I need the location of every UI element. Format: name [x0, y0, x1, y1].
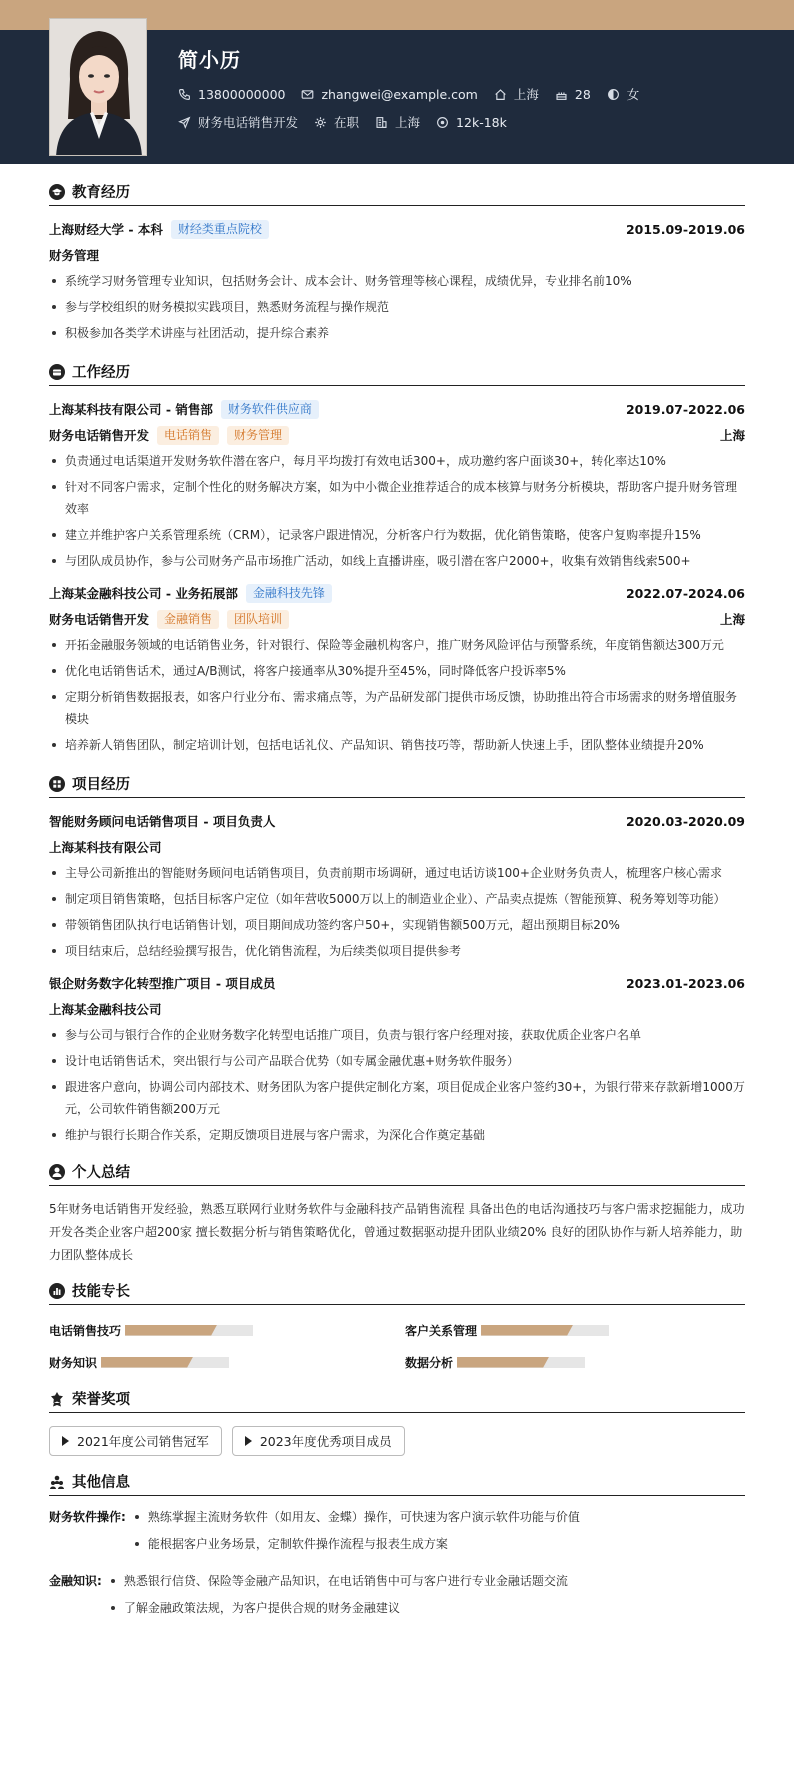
skill-tag: 金融销售	[157, 610, 219, 629]
entry-subheader	[49, 422, 745, 448]
avatar	[49, 18, 147, 156]
list-item: 跟进客户意向，协调公司内部技术、财务团队为客户提供定制化方案，项目促成企业客户签约30+，为银行带来存款新增1000万元，公司软件销售额200万元	[49, 1076, 745, 1120]
section-title: 教育经历	[72, 185, 130, 201]
list-item: 能根据客户业务场景，定制软件操作流程与报表生成方案	[132, 1533, 580, 1555]
award-chip	[232, 1426, 405, 1456]
graduation-cap-icon	[49, 184, 65, 200]
list-item: 熟练掌握主流财务软件（如用友、金蝶）操作，可快速为客户演示软件功能与价值	[132, 1506, 580, 1528]
phone-icon	[178, 88, 191, 101]
entry-date: 2015.09-2019.06	[625, 221, 745, 237]
skill-tag: 财务管理	[227, 426, 289, 445]
list-item: 维护与银行长期合作关系，定期反馈项目进展与客户需求，为深化合作奠定基础	[49, 1124, 745, 1146]
section-title: 荣誉奖项	[72, 1392, 130, 1408]
job-role: 财务电话销售开发	[49, 612, 150, 627]
home-icon	[494, 88, 507, 101]
list-item: 培养新人销售团队，制定培训计划，包括电话礼仪、产品知识、销售技巧等，帮助新人快速上手，团队整体业绩提升20%	[49, 734, 745, 756]
section-header	[49, 1468, 745, 1496]
list-item: 积极参加各类学术讲座与社团活动，提升综合素养	[49, 322, 745, 344]
people-icon	[49, 1474, 65, 1490]
skill-name: 客户关系管理	[405, 1323, 478, 1338]
target-city-item	[375, 113, 420, 131]
skill-bar	[457, 1357, 585, 1368]
entry-subheader	[49, 606, 745, 632]
candidate-name: 简小历	[178, 48, 241, 72]
skill-tag: 团队培训	[227, 610, 289, 629]
contact-row	[178, 85, 655, 103]
project-name: 智能财务顾问电话销售项目 - 项目负责人	[49, 814, 276, 829]
skill-item	[405, 1319, 761, 1341]
entry-header	[49, 970, 745, 996]
target-job-item	[178, 113, 298, 131]
other-row	[49, 1570, 745, 1624]
send-icon	[178, 116, 191, 129]
mail-icon	[301, 88, 314, 101]
trophy-icon	[49, 1391, 65, 1407]
entry-date: 2019.07-2022.06	[625, 401, 745, 417]
project-name: 银企财务数字化转型推广项目 - 项目成员	[49, 976, 276, 991]
gender-item	[607, 85, 640, 103]
major: 财务管理	[49, 248, 100, 263]
grid-icon	[49, 776, 65, 792]
entry-date: 2020.03-2020.09	[625, 813, 745, 829]
list-item: 了解金融政策法规，为客户提供合规的财务金融建议	[108, 1597, 568, 1619]
list-item: 参与公司与银行合作的企业财务数字化转型电话推广项目，负责与银行客户经理对接，获取优质企业客户名单	[49, 1024, 745, 1046]
bullet-list	[49, 450, 745, 572]
skill-bar	[481, 1325, 609, 1336]
bullet-list	[49, 1024, 745, 1146]
list-item: 建立并维护客户关系管理系统（CRM），记录客户跟进情况，分析客户行为数据，优化销售策略，使客户复购率提升15%	[49, 524, 745, 546]
list-item: 定期分析销售数据报表，如客户行业分布、需求痛点等，为产品研发部门提供市场反馈，协助推出符合市场需求的财务增值服务模块	[49, 686, 745, 730]
list-item: 带领销售团队执行电话销售计划，项目期间成功签约客户50+，实现销售额500万元，超出预期目标20%	[49, 914, 745, 936]
entry-header	[49, 396, 745, 422]
resume-body	[0, 178, 794, 1624]
skill-bar	[125, 1325, 253, 1336]
building-icon	[375, 116, 388, 129]
project-entry	[49, 808, 745, 962]
salary-item	[436, 115, 507, 130]
gender-text: 女	[626, 87, 640, 102]
target-job-text: 财务电话销售开发	[198, 115, 299, 130]
other-section	[49, 1468, 745, 1624]
salary-text: 12k-18k	[456, 114, 507, 130]
section-title: 其他信息	[72, 1475, 130, 1491]
list-item: 熟悉银行信贷、保险等金融产品知识，在电话销售中可与客户进行专业金融话题交流	[108, 1570, 568, 1592]
company-tag: 财务软件供应商	[221, 400, 319, 419]
skills-section	[49, 1277, 745, 1373]
entry-subheader	[49, 242, 745, 268]
play-icon	[62, 1436, 69, 1446]
target-city-text: 上海	[395, 115, 421, 130]
project-entry	[49, 970, 745, 1146]
bullet-list	[49, 634, 745, 756]
list-item: 系统学习财务管理专业知识，包括财务会计、成本会计、财务管理等核心课程，成绩优异，专业排名前10%	[49, 270, 745, 292]
award-text: 2023年度优秀项目成员	[259, 1434, 392, 1449]
skill-name: 数据分析	[405, 1355, 454, 1370]
coin-icon	[436, 116, 449, 129]
section-header	[49, 1158, 745, 1186]
summary-section	[49, 1158, 745, 1267]
project-company: 上海某金融科技公司	[49, 1002, 162, 1017]
section-title: 技能专长	[72, 1284, 130, 1300]
skill-name: 财务知识	[49, 1355, 98, 1370]
company-name: 上海某科技有限公司 - 销售部	[49, 402, 213, 417]
entry-header	[49, 808, 745, 834]
job-location: 上海	[719, 612, 745, 627]
section-header	[49, 770, 745, 798]
briefcase-icon	[49, 364, 65, 380]
company-tag: 金融科技先锋	[246, 584, 332, 603]
list-item: 制定项目销售策略，包括目标客户定位（如年营收5000万以上的制造业企业）、产品卖点提炼（智能预算、税务筹划等功能）	[49, 888, 745, 910]
summary-text: 5年财务电话销售开发经验，熟悉互联网行业财务软件与金融科技产品销售流程 具备出色的电话沟通技巧与客户需求挖掘能力，成功开发各类企业客户超200家 擅长数据分析与销售策略优化，曾通过数据驱动提升团队业绩20% 良好的团队协作与新人培养能力，助力团队整体成长	[49, 1202, 745, 1262]
bullet-list	[49, 270, 745, 344]
awards-section	[49, 1385, 745, 1456]
list-item: 参与学校组织的财务模拟实践项目，熟悉财务流程与操作规范	[49, 296, 745, 318]
work-entry	[49, 396, 745, 572]
work-section	[49, 358, 745, 756]
skill-item	[405, 1351, 761, 1373]
gender-icon	[607, 88, 620, 101]
other-label: 金融知识:	[49, 1574, 102, 1588]
section-title: 个人总结	[72, 1165, 130, 1181]
list-item: 开拓金融服务领域的电话销售业务，针对银行、保险等金融机构客户，推广财务风险评估与预警系统，年度销售额达300万元	[49, 634, 745, 656]
education-entry	[49, 216, 745, 344]
school-tag: 财经类重点院校	[171, 220, 269, 239]
list-item: 与团队成员协作，参与公司财务产品市场推广活动，如线上直播讲座，吸引潜在客户2000+，收集有效销售线索500+	[49, 550, 745, 572]
project-company: 上海某科技有限公司	[49, 840, 162, 855]
entry-subheader	[49, 834, 745, 860]
entry-header	[49, 216, 745, 242]
list-item: 设计电话销售话术，突出银行与公司产品联合优势（如专属金融优惠+财务软件服务）	[49, 1050, 745, 1072]
user-icon	[49, 1164, 65, 1180]
school-name: 上海财经大学 - 本科	[49, 222, 163, 237]
job-location: 上海	[719, 428, 745, 443]
phone-item	[178, 87, 285, 102]
entry-date: 2023.01-2023.06	[625, 975, 745, 991]
list-item: 项目结束后，总结经验撰写报告，优化销售流程，为后续类似项目提供参考	[49, 940, 745, 962]
awards-list	[49, 1423, 745, 1456]
list-item: 负责通过电话渠道开发财务软件潜在客户，每月平均拨打有效电话300+，成功邀约客户面谈30+，转化率达10%	[49, 450, 745, 472]
bullet-list	[108, 1570, 568, 1624]
skill-bar-fill	[101, 1357, 193, 1368]
entry-date: 2022.07-2024.06	[625, 585, 745, 601]
age-text: 28	[574, 86, 591, 102]
skill-bar-fill	[457, 1357, 549, 1368]
status-item	[314, 113, 359, 131]
job-intent-row	[178, 113, 523, 131]
email-text: zhangwei@example.com	[321, 86, 478, 102]
play-icon	[245, 1436, 252, 1446]
gear-icon	[314, 116, 327, 129]
skill-item	[49, 1319, 405, 1341]
projects-section	[49, 770, 745, 1146]
bullet-list	[132, 1506, 580, 1560]
entry-subheader	[49, 996, 745, 1022]
email-item	[301, 87, 477, 102]
city-text: 上海	[513, 87, 539, 102]
skill-bar-fill	[125, 1325, 217, 1336]
section-header	[49, 1277, 745, 1305]
list-item: 优化电话销售话术，通过A/B测试，将客户接通率从30%提升至45%，同时降低客户投诉率5%	[49, 660, 745, 682]
bullet-list	[49, 862, 745, 962]
work-entry	[49, 580, 745, 756]
section-header	[49, 1385, 745, 1413]
skill-name: 电话销售技巧	[49, 1323, 122, 1338]
skills-grid	[49, 1315, 745, 1373]
skill-bar	[101, 1357, 229, 1368]
skill-bar-fill	[481, 1325, 573, 1336]
list-item: 主导公司新推出的智能财务顾问电话销售项目，负责前期市场调研，通过电话访谈100+企业财务负责人，梳理客户核心需求	[49, 862, 745, 884]
other-label: 财务软件操作:	[49, 1510, 126, 1524]
company-name: 上海某金融科技公司 - 业务拓展部	[49, 586, 238, 601]
skill-item	[49, 1351, 405, 1373]
section-header	[49, 358, 745, 386]
award-chip	[49, 1426, 222, 1456]
city-item	[494, 85, 539, 103]
other-row	[49, 1506, 745, 1560]
status-text: 在职	[334, 115, 360, 130]
bar-chart-icon	[49, 1283, 65, 1299]
education-section	[49, 178, 745, 344]
cake-icon	[555, 88, 568, 101]
entry-header	[49, 580, 745, 606]
skill-tag: 电话销售	[157, 426, 219, 445]
section-title: 工作经历	[72, 365, 130, 381]
section-title: 项目经历	[72, 777, 130, 793]
age-item	[555, 87, 591, 102]
phone-text: 13800000000	[198, 86, 286, 102]
award-text: 2021年度公司销售冠军	[77, 1434, 209, 1449]
job-role: 财务电话销售开发	[49, 428, 150, 443]
section-header	[49, 178, 745, 206]
resume-header	[0, 30, 794, 164]
list-item: 针对不同客户需求，定制个性化的财务解决方案，如为中小微企业推荐适合的成本核算与财务分析模块，帮助客户提升财务管理效率	[49, 476, 745, 520]
